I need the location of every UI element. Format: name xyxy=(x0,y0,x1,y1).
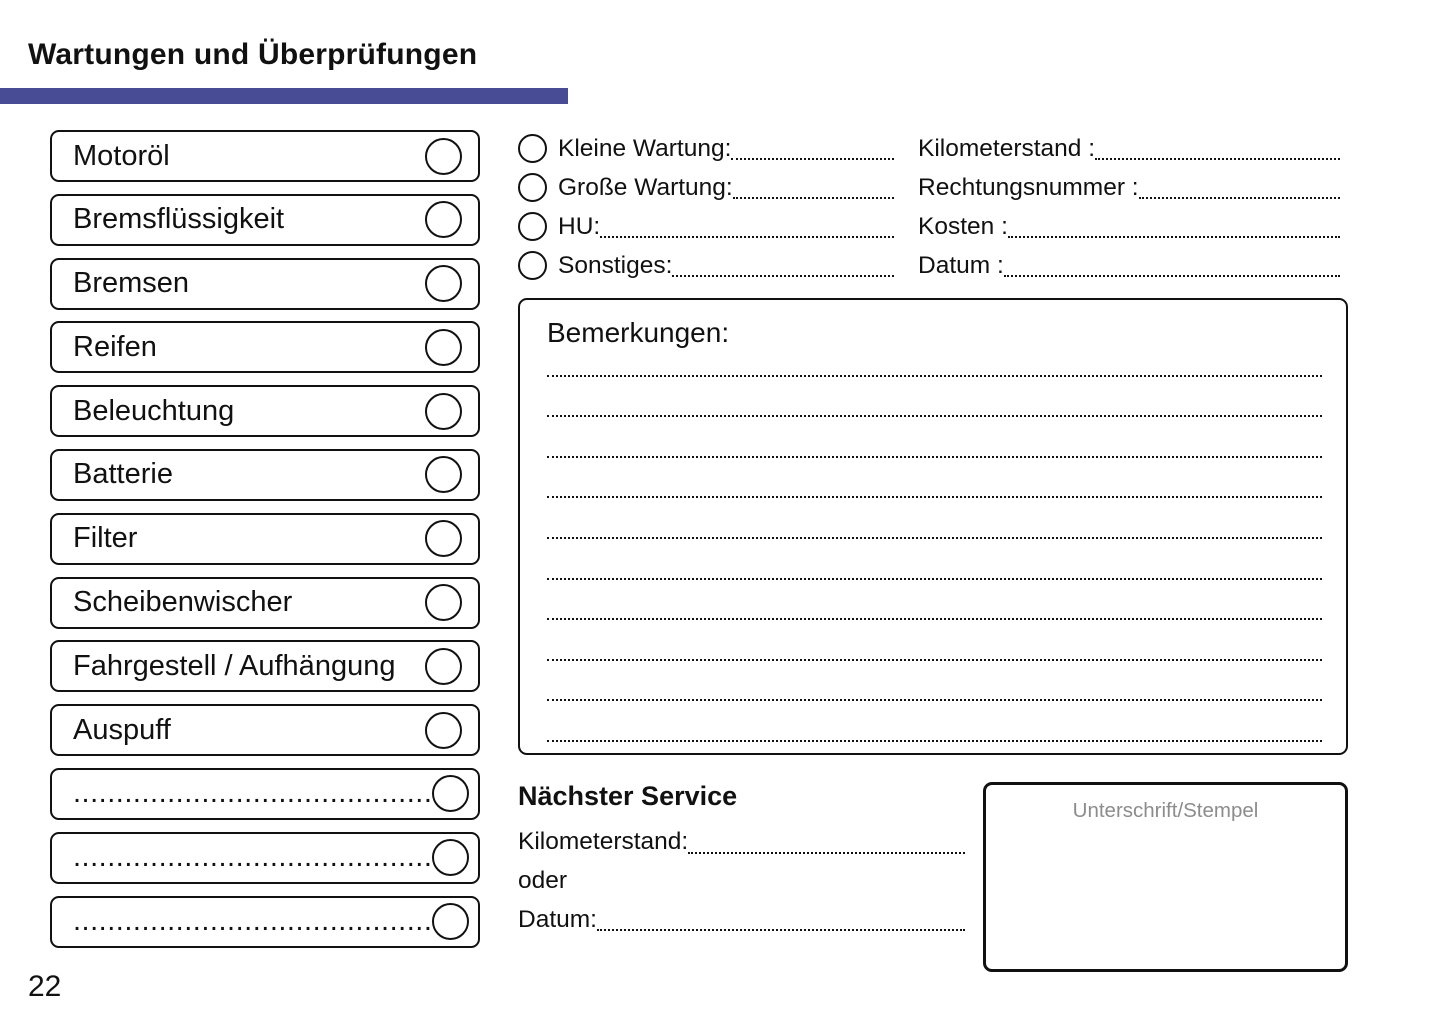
maintenance-checklist xyxy=(50,130,480,948)
field-label: Datum: xyxy=(518,905,597,933)
next-service-title: Nächster Service xyxy=(518,781,738,811)
fill-in-line[interactable] xyxy=(672,275,894,277)
signature-stamp-box[interactable] xyxy=(983,782,1348,972)
checklist-item-bremsfluessigkeit xyxy=(50,194,480,246)
page-number: 22 xyxy=(28,970,62,1003)
checklist-item-label: Batterie xyxy=(73,458,173,491)
checklist-item-label: Beleuchtung xyxy=(73,394,235,427)
option-kleine-wartung xyxy=(518,129,894,168)
check-circle[interactable] xyxy=(432,839,469,876)
option-label: Sonstiges: xyxy=(558,251,673,279)
option-label: Große Wartung: xyxy=(558,173,733,201)
checklist-item-label: Fahrgestell / Aufhängung xyxy=(73,649,396,682)
remarks-line[interactable] xyxy=(547,701,1322,742)
checklist-item-label: Bremsflüssigkeit xyxy=(73,203,285,236)
remarks-line[interactable] xyxy=(547,377,1322,418)
checklist-item-label: Filter xyxy=(73,522,138,555)
remarks-line[interactable] xyxy=(547,498,1322,539)
option-sonstiges xyxy=(518,246,894,285)
remarks-box xyxy=(518,298,1348,755)
checklist-item-label: Reifen xyxy=(73,330,157,363)
option-label: Kleine Wartung: xyxy=(558,134,732,162)
field-kilometerstand xyxy=(918,129,1340,168)
check-circle[interactable] xyxy=(425,712,462,749)
field-label: Kosten : xyxy=(918,212,1008,240)
check-circle[interactable] xyxy=(425,584,462,621)
checklist-item-label: Scheibenwischer xyxy=(73,586,293,619)
remarks-line[interactable] xyxy=(547,539,1322,580)
fill-in-line[interactable] xyxy=(688,852,965,854)
remarks-line[interactable] xyxy=(547,336,1322,377)
radio-circle[interactable] xyxy=(518,251,547,280)
field-label: Kilometerstand : xyxy=(918,134,1096,162)
fill-in-line[interactable] xyxy=(1095,158,1340,160)
service-detail-fields xyxy=(918,129,1340,285)
check-circle[interactable] xyxy=(432,775,469,812)
field-label: Kilometerstand: xyxy=(518,828,689,856)
checklist-item-filter xyxy=(50,513,480,565)
check-circle[interactable] xyxy=(425,520,462,557)
checklist-item-auspuff xyxy=(50,704,480,756)
next-service-oder xyxy=(518,862,965,901)
fill-in-line[interactable] xyxy=(597,929,965,931)
field-label: Datum : xyxy=(918,251,1004,279)
accent-bar xyxy=(0,88,568,104)
checklist-item-reifen xyxy=(50,321,480,373)
check-circle[interactable] xyxy=(425,456,462,493)
check-circle[interactable] xyxy=(425,138,462,175)
remarks-lines xyxy=(547,336,1322,742)
option-label: HU: xyxy=(558,212,601,240)
checklist-item-blank-1 xyxy=(50,768,480,820)
checklist-item-label: Bremsen xyxy=(73,267,190,300)
checklist-item-scheibenwischer xyxy=(50,577,480,629)
fill-in-line[interactable] xyxy=(1008,236,1340,238)
field-label: oder xyxy=(518,867,568,895)
checklist-item-blank-2 xyxy=(50,832,480,884)
page-title: Wartungen und Überprüfungen xyxy=(28,38,478,71)
remarks-line[interactable] xyxy=(547,458,1322,499)
check-circle[interactable] xyxy=(425,393,462,430)
signature-stamp-label: Unterschrift/Stempel xyxy=(1072,799,1259,822)
check-circle[interactable] xyxy=(425,201,462,238)
remarks-line[interactable] xyxy=(547,580,1322,621)
field-label: Rechtungsnummer : xyxy=(918,173,1139,201)
next-service-datum xyxy=(518,901,965,940)
remarks-line[interactable] xyxy=(547,620,1322,661)
checklist-item-fahrgestell xyxy=(50,640,480,692)
checklist-item-blank-line[interactable]: .......................................... xyxy=(73,905,433,938)
field-datum xyxy=(918,246,1340,285)
field-rechtungsnummer xyxy=(918,168,1340,207)
checklist-item-motoroel xyxy=(50,130,480,182)
checklist-item-beleuchtung xyxy=(50,385,480,437)
radio-circle[interactable] xyxy=(518,173,547,202)
checklist-item-blank-line[interactable]: .......................................... xyxy=(73,841,433,874)
fill-in-line[interactable] xyxy=(1004,275,1340,277)
checklist-item-blank-3 xyxy=(50,896,480,948)
next-service-fields xyxy=(518,823,965,939)
field-kosten xyxy=(918,207,1340,246)
check-circle[interactable] xyxy=(425,648,462,685)
option-hu xyxy=(518,207,894,246)
checklist-item-label: Auspuff xyxy=(73,713,171,746)
radio-circle[interactable] xyxy=(518,134,547,163)
radio-circle[interactable] xyxy=(518,212,547,241)
checklist-item-bremsen xyxy=(50,258,480,310)
fill-in-line[interactable] xyxy=(1139,197,1340,199)
checklist-item-batterie xyxy=(50,449,480,501)
check-circle[interactable] xyxy=(425,329,462,366)
checklist-item-label: Motoröl xyxy=(73,139,170,172)
service-type-options xyxy=(518,129,894,285)
fill-in-line[interactable] xyxy=(733,197,894,199)
remarks-line[interactable] xyxy=(547,661,1322,702)
next-service-kilometerstand xyxy=(518,823,965,862)
remarks-title: Bemerkungen: xyxy=(547,317,730,348)
fill-in-line[interactable] xyxy=(600,236,894,238)
remarks-line[interactable] xyxy=(547,417,1322,458)
option-grosse-wartung xyxy=(518,168,894,207)
check-circle[interactable] xyxy=(432,903,469,940)
checklist-item-blank-line[interactable]: .......................................... xyxy=(73,777,433,810)
check-circle[interactable] xyxy=(425,265,462,302)
fill-in-line[interactable] xyxy=(731,158,894,160)
